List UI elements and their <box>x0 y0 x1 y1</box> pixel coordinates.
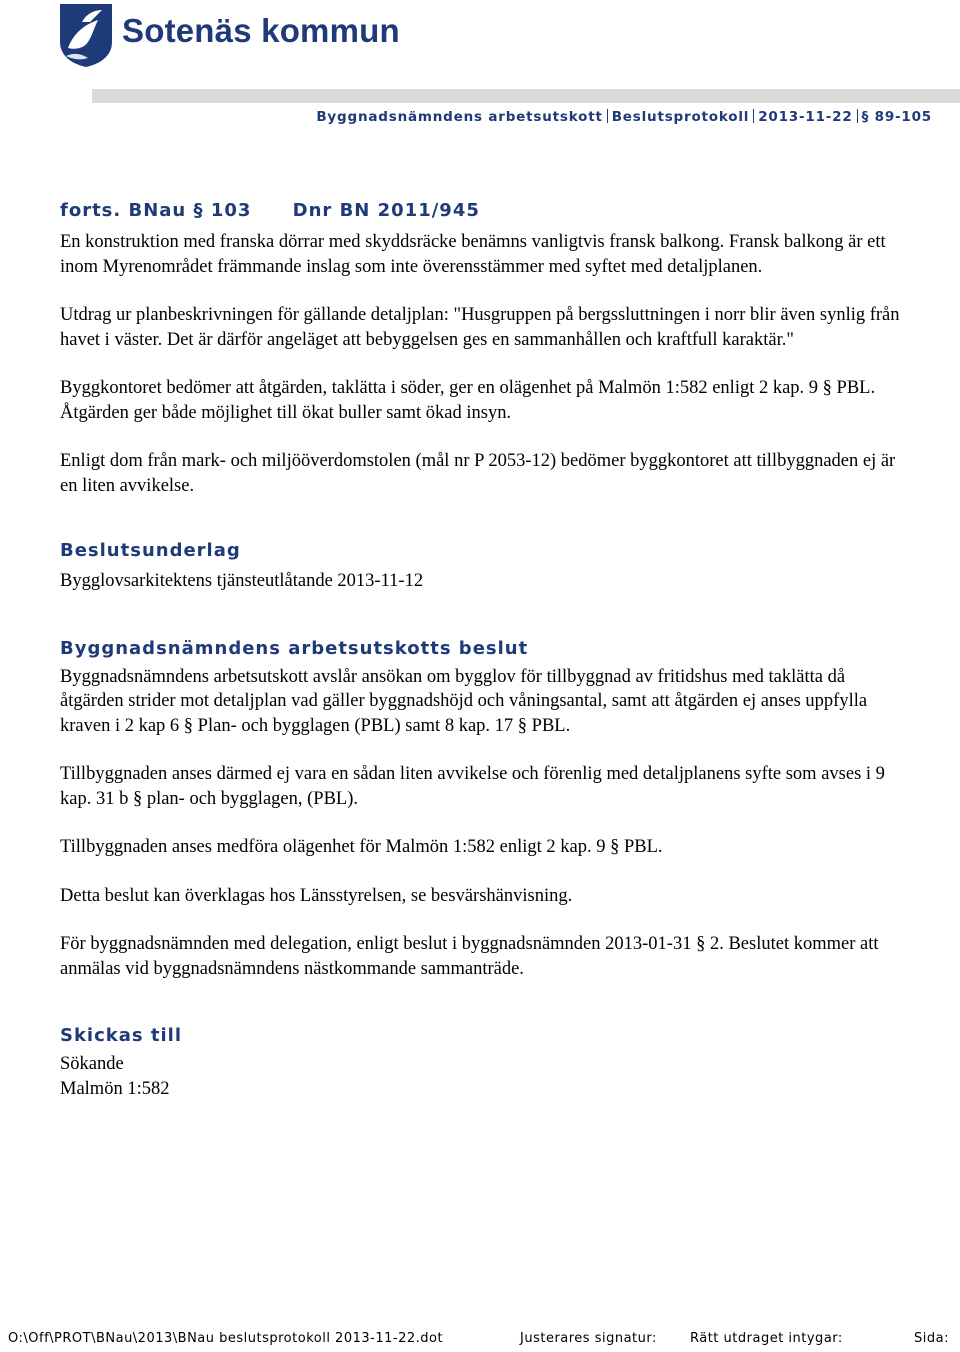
header-committee: Byggnadsnämndens arbetsutskott <box>316 109 603 125</box>
header-section-sign: § <box>861 109 870 125</box>
beslutsunderlag-text: Bygglovsarkitektens tjänsteutlåtande 2013-11-12 <box>60 571 424 591</box>
beslut-heading: Byggnadsnämndens arbetsutskotts beslut <box>60 637 529 659</box>
recipient-item: Malmön 1:582 <box>60 1078 170 1099</box>
beslut-paragraph-5: För byggnadsnämnden med delegation, enligt beslut i byggnadsnämnden 2013-01-31 § 2. Beslutet kommer att anmälas vid byggnadsnämndens nästkommande sammanträde. <box>60 934 879 979</box>
sotenas-logo <box>58 2 400 72</box>
paragraph-fransk-balkong: En konstruktion med franska dörrar med skyddsräcke benämns vanligtvis fransk balkong. Fransk balkong är ett inom Myrenområdet främmande inslag som inte överensstämmer med syftet med detaljplanen. <box>60 232 886 277</box>
running-header <box>316 109 932 125</box>
header-divider <box>753 109 754 123</box>
municipal-shield-icon <box>58 2 114 68</box>
paragraph-planbeskrivning: Utdrag ur planbeskrivningen för gällande detaljplan: "Husgruppen på bergssluttningen i norr blir även synlig från havet i väster. Det är därför angeläget att bebyggelsen ges en sammanhållen och kraftfull karaktär." <box>60 305 900 350</box>
header-doc-type: Beslutsprotokoll <box>611 109 750 125</box>
paragraph-byggkontoret: Byggkontoret bedömer att åtgärden, taklätta i söder, ger en olägenhet på Malmön 1:582 enligt 2 kap. 9 § PBL. Åtgärden ger både möjlighet till ökat buller samt ökad insyn. <box>60 378 876 423</box>
section-number: 103 <box>210 200 252 221</box>
section-dnr: Dnr BN 2011/945 <box>292 200 480 221</box>
section-forts: forts. BNau <box>60 200 187 221</box>
logo-name: Sotenäs kommun <box>122 12 400 49</box>
header-bar <box>92 89 960 103</box>
footer-ratt-utdraget: Rätt utdraget intygar: <box>690 1331 843 1346</box>
footer-sida: Sida: <box>914 1331 949 1346</box>
section-title <box>60 200 900 221</box>
footer-path: O:\Off\PROT\BNau\2013\BNau beslutsprotokoll 2013-11-22.dot <box>8 1331 444 1346</box>
header-date: 2013-11-22 <box>758 109 853 125</box>
footer-justerares: Justerares signatur: <box>520 1331 657 1346</box>
section-sign: § <box>193 200 204 221</box>
beslut-paragraph-4: Detta beslut kan överklagas hos Länsstyrelsen, se besvärshänvisning. <box>60 885 573 906</box>
header-section-range: 89-105 <box>874 109 932 125</box>
beslutsunderlag-heading: Beslutsunderlag <box>60 540 241 561</box>
beslut-paragraph-2: Tillbyggnaden anses därmed ej vara en sådan liten avvikelse och förenlig med detaljplanens syfte som avses i 9 kap. 31 b § plan- och bygglagen, (PBL). <box>60 764 885 809</box>
skickas-heading: Skickas till <box>60 1025 182 1046</box>
document-body <box>60 200 900 1101</box>
header-divider <box>607 109 608 123</box>
recipient-item: Sökande <box>60 1054 124 1074</box>
paragraph-dom: Enligt dom från mark- och miljööverdomstolen (mål nr P 2053-12) bedömer byggkontoret att tillbyggnaden ej är en liten avvikelse. <box>60 451 896 496</box>
beslut-paragraph-3: Tillbyggnaden anses medföra olägenhet för Malmön 1:582 enligt 2 kap. 9 § PBL. <box>60 837 663 857</box>
beslut-paragraph-1: Byggnadsnämndens arbetsutskott avslår ansökan om bygglov för tillbyggnad av fritidshus med taklätta då åtgärden strider mot detaljplan vad gäller byggnadshöjd och våningsantal, samt att åtgärden ej anses uppfylla kraven i 2 kap 6 § Plan- och bygglagen (PBL) samt 8 kap. 17 § PBL. <box>60 666 868 736</box>
header-divider <box>857 109 858 123</box>
